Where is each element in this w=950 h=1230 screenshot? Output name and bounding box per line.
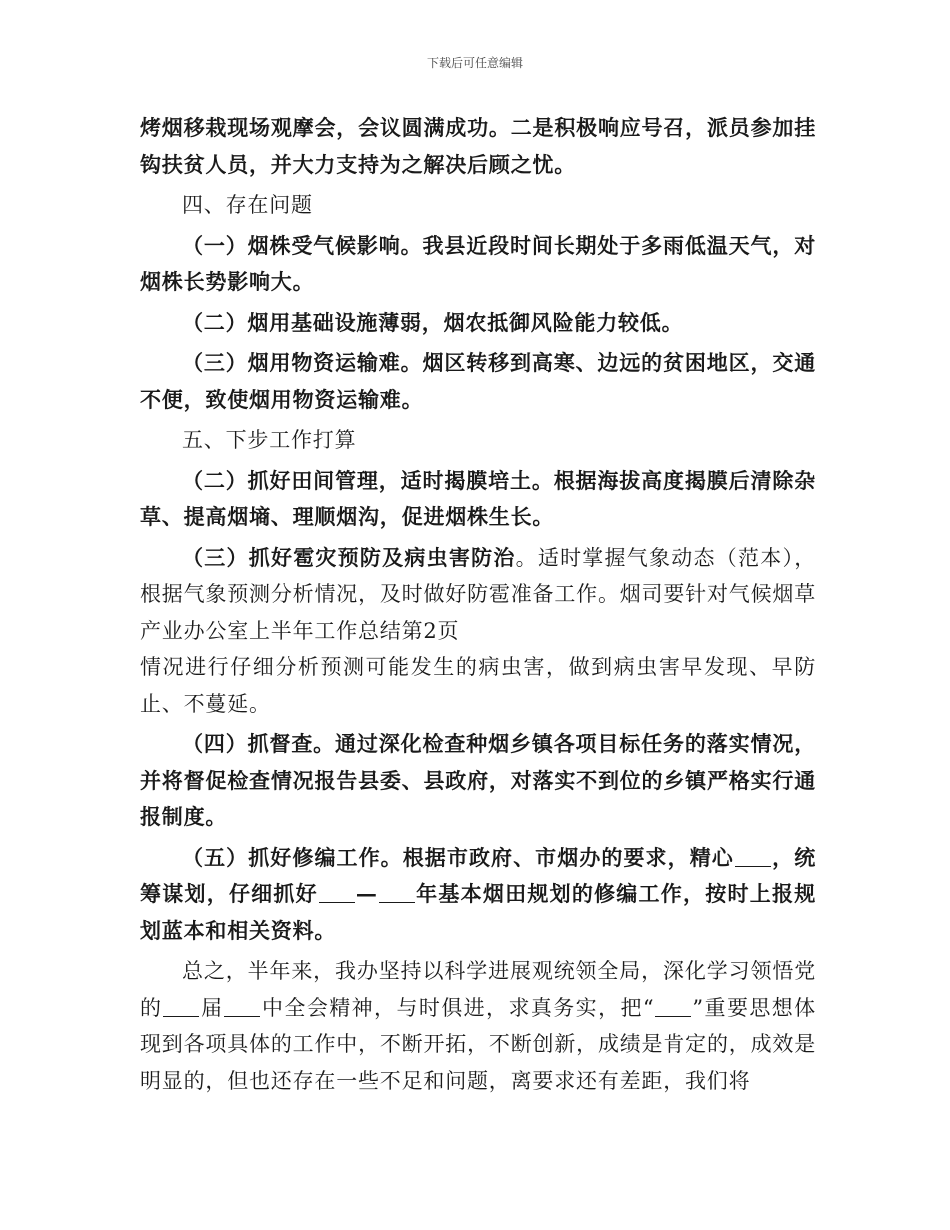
problem-item-3: （三）烟用物资运输难。烟区转移到高寒、边远的贫困地区，交通不便，致使烟用物资运输难。 [140, 350, 816, 412]
plan-item-2: （二）抓好田间管理，适时揭膜培土。根据海拔高度揭膜后清除杂草、提高烟墒、理顺烟沟，促进烟株生长。 [140, 467, 816, 529]
plan-item-4: （四）抓督查。通过深化检查种烟乡镇各项目标任务的落实情况，并将督促检查情况报告县委、县政府，对落实不到位的乡镇严格实行通报制度。 [140, 731, 816, 829]
problem-item-2: （二）烟用基础设施薄弱，烟农抵御风险能力较低。 [182, 309, 684, 335]
section-heading-4: 四、存在问题 [182, 193, 313, 217]
page-header: 下载后可任意编辑 [426, 56, 523, 70]
plan-item-3-continued: 情况进行仔细分析预测可能发生的病虫害，做到病虫害早发现、早防止、不蔓延。 [140, 655, 816, 716]
blank-line [655, 996, 691, 1017]
paragraph-continued: 烤烟移栽现场观摩会，会议圆满成功。二是积极响应号召，派员参加挂钩扶贫人员，并大力支持为之解决后顾之忧。 [140, 115, 816, 177]
plan-item-5: （五）抓好修编工作。根据市政府、市烟办的要求，精心 ，统筹谋划，仔细抓好 — 年基本烟田规划的修编工作，按时上报规划蓝本和相关资料。 [140, 844, 816, 943]
plan-item-3 [140, 540, 816, 650]
section-heading-5: 五、下步工作打算 [182, 428, 357, 452]
blank-line [224, 996, 260, 1017]
problem-item-1: （一）烟株受气候影响。我县近段时间长期处于多雨低温天气，对烟株长势影响大。 [140, 232, 816, 294]
blank-line [319, 882, 355, 903]
summary-paragraph: 总之，半年来，我办坚持以科学进展观统领全局，深化学习领悟党的 届 中全会精神，与时俱进，求真务实，把“ ”重要思想体现到各项具体的工作中，不断开拓，不断创新，成绩是肯定的，成效是明显的，但也还存在一些不足和问题，离要求还有差距，我们将 [140, 959, 816, 1093]
plan-item-3-text: 。适时掌握气象动态（范本），根据气象预测分析情况，及时做好防雹准备工作。烟司要针对气候烟草产业办公室上半年工作总结第2页 [140, 545, 817, 643]
blank-line [379, 882, 415, 903]
plan-item-3-heading: （三）抓好雹灾预防及病虫害防治 [182, 544, 516, 570]
blank-line [163, 996, 199, 1017]
document-body [140, 110, 816, 1099]
blank-line [735, 846, 771, 867]
